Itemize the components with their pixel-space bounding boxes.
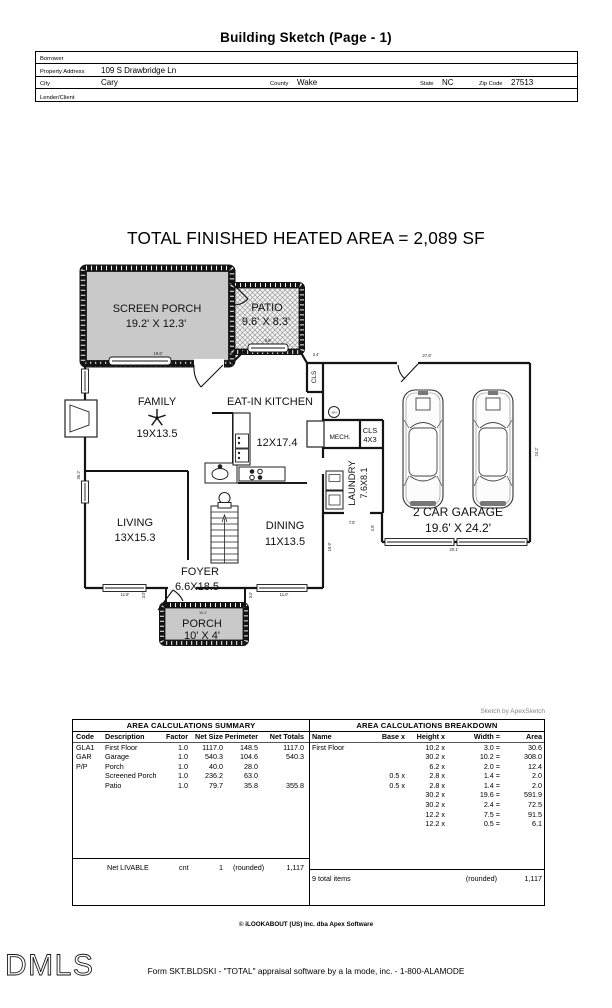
garage-size: 19.6' X 24.2': [425, 521, 491, 535]
cell: 236.2: [205, 771, 223, 781]
cell: [380, 819, 405, 829]
cls2-size: 4X3: [363, 435, 377, 444]
breakdown-title: AREA CALCULATIONS BREAKDOWN: [310, 720, 544, 732]
lender-row: [36, 89, 577, 101]
page-title: Building Sketch (Page - 1): [220, 30, 392, 45]
net-livable-label: Net LIVABLE: [107, 863, 149, 872]
cell: [312, 819, 380, 829]
cell: 12.4: [528, 761, 542, 771]
foyer-label: FOYER: [181, 566, 219, 578]
col-header: Net Size: [195, 732, 223, 741]
dim-label: 20.1': [449, 547, 459, 552]
cell: 30.6: [528, 742, 542, 752]
col-header: Perimeter: [224, 732, 258, 741]
table-row: [310, 800, 544, 810]
property-address-label: Property Address: [40, 68, 85, 75]
cell: GLA1: [76, 742, 95, 752]
dim-label: 27.6': [422, 353, 432, 358]
patio-size: 9.6' X 8.3': [241, 316, 291, 328]
cell: 2.4 =: [483, 800, 500, 810]
form-footer-line: Form SKT.BLDSKI - "TOTAL" appraisal software by a la mode, inc. - 1-800-ALAMODE: [147, 966, 465, 976]
dim-label: 11.0': [279, 592, 289, 597]
cell: 91.5: [528, 809, 542, 819]
cell: [380, 752, 405, 762]
cell: 40.0: [209, 761, 223, 771]
col-header: Name: [312, 732, 332, 741]
laundry-size: 7.6X8.1: [359, 467, 369, 499]
table-row: [310, 790, 544, 800]
summary-footer-row: [73, 858, 309, 873]
cell: Garage: [105, 752, 129, 762]
table-row: [73, 743, 309, 753]
table-row: [73, 752, 309, 762]
porch-label: PORCH: [182, 618, 222, 630]
car-icon: [403, 390, 443, 508]
lender-label: Lender/Client: [40, 94, 75, 101]
cell: [380, 810, 405, 820]
table-row: [310, 810, 544, 820]
table-row: [73, 762, 309, 772]
net-livable-total: 1,117: [286, 863, 304, 872]
dim-label: 19.6': [153, 351, 163, 356]
dim-label: 7.5': [348, 520, 356, 525]
table-row: [73, 781, 309, 791]
cell: [258, 762, 304, 772]
col-header: Base x: [381, 732, 405, 741]
kitchen-cabinet-appliances-icon: [233, 413, 250, 465]
cell: GAR: [76, 752, 92, 762]
cell: [76, 781, 105, 791]
cell: [312, 790, 380, 800]
cell: 12.2 x: [425, 809, 445, 819]
kitchen-sink-icon: [205, 463, 237, 483]
col-header: Code: [76, 732, 94, 741]
cell: 2.8 x: [429, 771, 445, 781]
cell: 2.8 x: [429, 780, 445, 790]
cell: Porch: [105, 761, 124, 771]
dim-label: 11.8': [120, 592, 130, 597]
total-items-label: 9 total items: [312, 874, 351, 883]
cell: Screened Porch: [105, 771, 157, 781]
cell: [312, 752, 380, 762]
cell: 355.8: [286, 780, 304, 790]
cell: 2.0: [532, 780, 542, 790]
borrower-label: Borrower: [40, 56, 64, 63]
staircase-icon: [211, 493, 238, 564]
cell: 30.2 x: [425, 790, 445, 800]
cell: 1.0: [178, 780, 188, 790]
table-row: [310, 762, 544, 772]
car-icon: [473, 390, 513, 508]
cell: First Floor: [105, 742, 138, 752]
dim-label: 2.4': [312, 352, 320, 357]
cell: 540.3: [286, 752, 304, 762]
dim-label: 19.9': [327, 542, 332, 552]
cell: 540.3: [205, 752, 223, 762]
cell: 1.0: [178, 742, 188, 752]
cell: 30.2 x: [425, 752, 445, 762]
cell: 12.2 x: [425, 819, 445, 829]
svg-text:WH: WH: [331, 410, 337, 415]
cell: 1117.0: [202, 742, 223, 752]
dim-label: 24.2': [534, 447, 539, 457]
cell: 104.6: [240, 752, 258, 762]
cell: 2.0: [532, 771, 542, 781]
summary-title: AREA CALCULATIONS SUMMARY: [73, 720, 309, 732]
dim-label: 4.9': [370, 524, 375, 532]
exterior-walls: [85, 351, 530, 588]
state-label: State: [420, 81, 434, 88]
window-symbols: [82, 344, 528, 592]
zip-label: Zip Code: [479, 81, 503, 88]
total-heated-area-heading: TOTAL FINISHED HEATED AREA = 2,089 SF: [127, 228, 485, 248]
cls2-label: CLS: [362, 426, 378, 435]
porch-size: 10' X 4': [183, 630, 221, 642]
cell: 308.0: [524, 752, 542, 762]
table-row: [310, 771, 544, 781]
cell: 19.6 =: [479, 790, 500, 800]
living-label: LIVING: [116, 517, 154, 529]
cell: 72.5: [528, 800, 542, 810]
cell: [312, 810, 380, 820]
dim-label: 3.0': [141, 591, 146, 599]
property-address-value: 109 S Drawbridge Ln: [101, 65, 177, 75]
cell: 0.5 x: [389, 771, 405, 781]
sketch-by-credit: Sketch by ApexSketch: [480, 708, 545, 715]
dim-label: 9.6': [264, 338, 272, 343]
cnt-label: cnt: [179, 863, 189, 872]
fireplace-icon: [65, 400, 97, 437]
cell: 10.2 x: [425, 742, 445, 752]
ceiling-fan-icon: [148, 409, 165, 425]
furnace-icon: [307, 421, 324, 447]
col-header: Description: [105, 732, 145, 741]
dim-label: 3.0': [248, 591, 253, 599]
county-label: County: [270, 81, 289, 88]
area-summary-table: [73, 720, 310, 905]
area-breakdown-table: [310, 720, 544, 905]
col-header: Width =: [473, 732, 500, 741]
cell: [380, 743, 405, 753]
washer-dryer-icon: [326, 471, 343, 509]
col-header: Factor: [166, 732, 188, 741]
cell: 591.9: [524, 790, 542, 800]
rounded-label: (rounded): [233, 863, 265, 872]
kitchen-label: EAT-IN KITCHEN: [227, 396, 313, 408]
county-value: Wake: [297, 78, 318, 88]
property-form: [35, 51, 578, 102]
cell: 1117.0: [283, 742, 304, 752]
copyright-line: © iLOOKABOUT (US) Inc. dba Apex Software: [238, 921, 374, 928]
summary-header-row: [73, 732, 309, 743]
dim-label: 10.2': [198, 611, 208, 615]
table-row: [310, 752, 544, 762]
table-row: [310, 819, 544, 829]
cell: [258, 771, 304, 781]
kitchen-size: 12X17.4: [256, 437, 298, 449]
breakdown-footer-row: [310, 869, 544, 884]
cell: 63.0: [244, 771, 258, 781]
cell: [312, 781, 380, 791]
zip-value: 27513: [511, 78, 534, 88]
dmls-logo-text: DMLS: [5, 949, 95, 982]
breakdown-header-row: [310, 732, 544, 743]
cell: 0.5 x: [389, 780, 405, 790]
cell: First Floor: [312, 742, 345, 752]
laundry-label: LAUNDRY: [347, 460, 358, 506]
cls-top-label: CLS: [311, 370, 318, 384]
water-heater-icon: [329, 407, 340, 418]
screen-porch-room: [83, 268, 232, 364]
cell: 0.5 =: [483, 819, 500, 829]
cell: [76, 771, 105, 781]
cell: [312, 771, 380, 781]
cell: [380, 762, 405, 772]
garage-label: 2 CAR GARAGE: [412, 505, 504, 519]
cell: 7.5 =: [483, 809, 500, 819]
cell: 30.2 x: [425, 800, 445, 810]
cell: 35.8: [244, 780, 258, 790]
col-header: Area: [526, 732, 542, 741]
state-value: NC: [442, 78, 454, 88]
cell: 1.0: [178, 761, 188, 771]
family-label: FAMILY: [137, 396, 177, 408]
cell: 3.0 =: [483, 742, 500, 752]
cell: 1.0: [178, 771, 188, 781]
family-size: 19X13.5: [136, 428, 178, 440]
cell: 28.0: [244, 761, 258, 771]
col-header: Net Totals: [269, 732, 304, 741]
city-label: City: [40, 81, 50, 88]
cell: 1.4 =: [483, 771, 500, 781]
cell: 6.1: [532, 819, 542, 829]
borrower-row: [36, 52, 577, 64]
cell: 10.2 =: [479, 752, 500, 762]
cell: 148.5: [240, 742, 258, 752]
cell: P/P: [76, 761, 88, 771]
cell: 1.4 =: [483, 780, 500, 790]
cell: 1.0: [178, 752, 188, 762]
city-value: Cary: [101, 78, 118, 88]
cell: 79.7: [209, 780, 223, 790]
mech-label: MECH.: [329, 434, 351, 441]
cell: [380, 790, 405, 800]
rounded-label: (rounded): [465, 874, 497, 883]
city-county-row: [36, 77, 577, 89]
col-header: Height x: [416, 732, 445, 741]
patio-label: PATIO: [251, 302, 283, 314]
dining-label: DINING: [265, 520, 305, 532]
dining-size: 11X13.5: [264, 536, 306, 548]
cell: 6.2 x: [429, 761, 445, 771]
screen-porch-label: SCREEN PORCH: [112, 303, 202, 315]
cnt-value: 1: [219, 863, 223, 872]
floor-plan: [60, 255, 560, 655]
dim-label: 36.2': [76, 470, 81, 480]
breakdown-total: 1,117: [524, 874, 542, 883]
table-row: [310, 743, 544, 753]
foyer-size: 6.6X18.5: [174, 581, 220, 593]
table-row: [310, 781, 544, 791]
cell: [380, 800, 405, 810]
property-address-row: [36, 64, 577, 76]
cell: 2.0 =: [483, 761, 500, 771]
cell: [312, 800, 380, 810]
screen-porch-size: 19.2' X 12.3': [125, 318, 187, 330]
cell: Patio: [105, 780, 122, 790]
cell: [312, 762, 380, 772]
living-size: 13X15.3: [114, 532, 156, 544]
table-row: [73, 771, 309, 781]
area-calculations-tables: [72, 719, 545, 906]
